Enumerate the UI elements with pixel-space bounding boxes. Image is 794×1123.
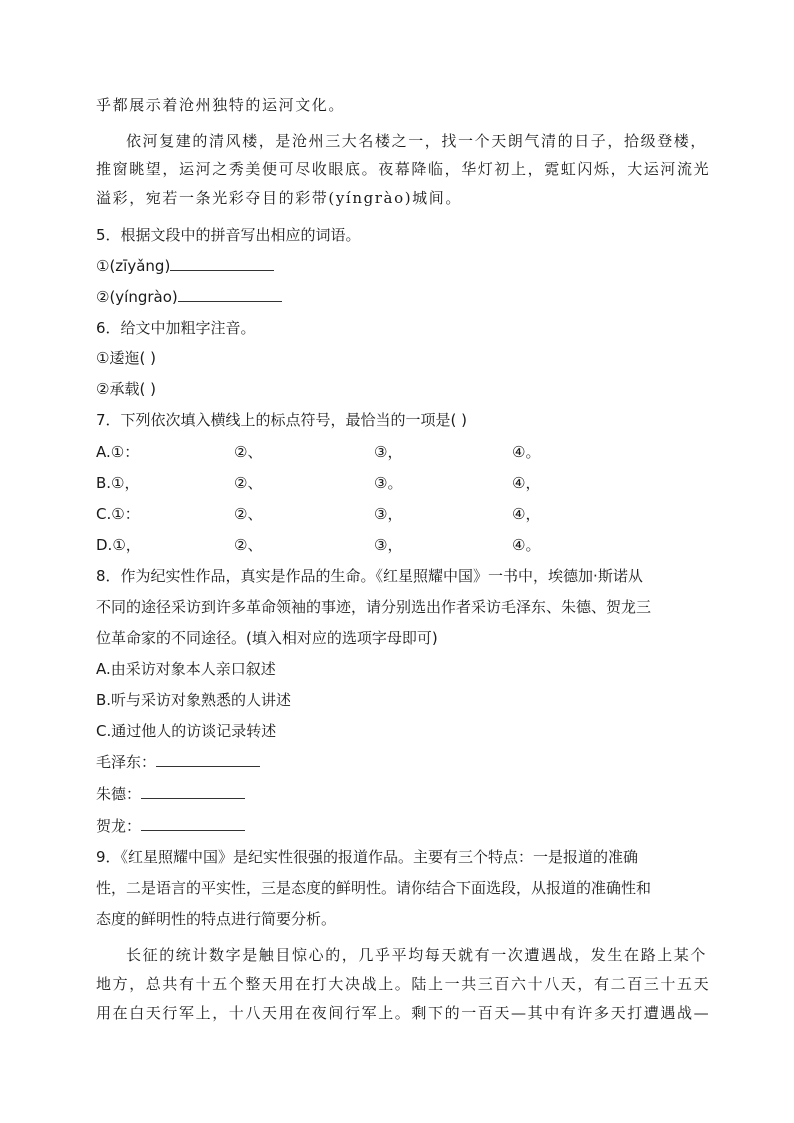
answer-blank[interactable] bbox=[141, 816, 245, 831]
passage-line: 溢彩，宛若一条光彩夺目的彩带(yíngrào)城间。 bbox=[96, 189, 462, 207]
passage-line: 依河复建的清风楼，是沧州三大名楼之一，找一个天朗气清的日子，拾级登楼， bbox=[126, 132, 708, 150]
option-cell: ②、 bbox=[234, 474, 263, 492]
passage-line: 乎都展示着沧州独特的运河文化。 bbox=[96, 96, 346, 114]
excerpt-line: 长征的统计数字是触目惊心的，几乎平均每天就有一次遭遇战，发生在路上某个 bbox=[126, 946, 708, 964]
question-5-item-2 bbox=[96, 287, 282, 307]
item-label: ②(yíngrào) bbox=[96, 288, 178, 306]
answer-mao bbox=[96, 752, 260, 772]
question-8-line: 8．作为纪实性作品，真实是作品的生命。《红星照耀中国》一书中，埃德加·斯诺从 bbox=[96, 567, 643, 585]
option-cell: D.①， bbox=[96, 536, 141, 554]
answer-label: 毛泽东： bbox=[96, 753, 157, 771]
question-8-line: 位革命家的不同途径。(填入相对应的选项字母即可) bbox=[96, 629, 438, 647]
option-cell: ④。 bbox=[512, 536, 541, 554]
question-6-title: 6．给文中加粗字注音。 bbox=[96, 319, 256, 337]
excerpt-line: 地方，总共有十五个整天用在打大决战上。陆上一共三百六十八天，有二百三十五天 bbox=[96, 975, 711, 993]
answer-zhu bbox=[96, 784, 245, 804]
question-9-line: 9．《红星照耀中国》是纪实性很强的报道作品。主要有三个特点：一是报道的准确 bbox=[96, 848, 639, 866]
answer-label: 朱德： bbox=[96, 785, 142, 803]
answer-blank[interactable] bbox=[178, 287, 282, 302]
question-5-title: 5．根据文段中的拼音写出相应的词语。 bbox=[96, 226, 361, 244]
option-cell: ③。 bbox=[374, 474, 403, 492]
option-cell: ②、 bbox=[234, 505, 263, 523]
passage-line: 推窗眺望，运河之秀美便可尽收眼底。夜幕降临，华灯初上，霓虹闪烁，大运河流光 bbox=[96, 160, 711, 178]
question-5-item-1 bbox=[96, 256, 274, 276]
option-cell: ②、 bbox=[234, 443, 263, 461]
answer-blank[interactable] bbox=[141, 784, 245, 799]
answer-label: 贺龙： bbox=[96, 817, 142, 835]
question-9-line: 态度的鲜明性的特点进行简要分析。 bbox=[96, 910, 337, 928]
question-7-title: 7．下列依次填入横线上的标点符号，最恰当的一项是( ) bbox=[96, 411, 468, 429]
option-cell: ③， bbox=[374, 536, 403, 554]
question-6-item-2: ②承载( ) bbox=[96, 380, 156, 398]
answer-blank[interactable] bbox=[156, 752, 260, 767]
option-cell: ②、 bbox=[234, 536, 263, 554]
option-cell: ④， bbox=[512, 474, 541, 492]
option-cell: ④。 bbox=[512, 443, 541, 461]
question-8-line: 不同的途径采访到许多革命领袖的事迹，请分别选出作者采访毛泽东、朱德、贺龙三 bbox=[96, 598, 652, 616]
option-cell: ③， bbox=[374, 505, 403, 523]
item-label: ①(zīyǎng) bbox=[96, 257, 171, 275]
excerpt-line: 用在白天行军上，十八天用在夜间行军上。剩下的一百天—其中有许多天打遭遇战— bbox=[96, 1004, 711, 1022]
option-cell: B.①， bbox=[96, 474, 140, 492]
answer-blank[interactable] bbox=[170, 256, 274, 271]
answer-he bbox=[96, 816, 245, 836]
question-6-item-1: ①逶迤( ) bbox=[96, 349, 156, 367]
option-cell: A.①： bbox=[96, 443, 140, 461]
question-8-option-c: C.通过他人的访谈记录转述 bbox=[96, 722, 277, 740]
question-8-option-b: B.听与采访对象熟悉的人讲述 bbox=[96, 691, 292, 709]
option-cell: ④， bbox=[512, 505, 541, 523]
option-cell: C.①： bbox=[96, 505, 140, 523]
option-cell: ③， bbox=[374, 443, 403, 461]
question-8-option-a: A.由采访对象本人亲口叙述 bbox=[96, 660, 276, 678]
question-9-line: 性，二是语言的平实性，三是态度的鲜明性。请你结合下面选段，从报道的准确性和 bbox=[96, 879, 652, 897]
